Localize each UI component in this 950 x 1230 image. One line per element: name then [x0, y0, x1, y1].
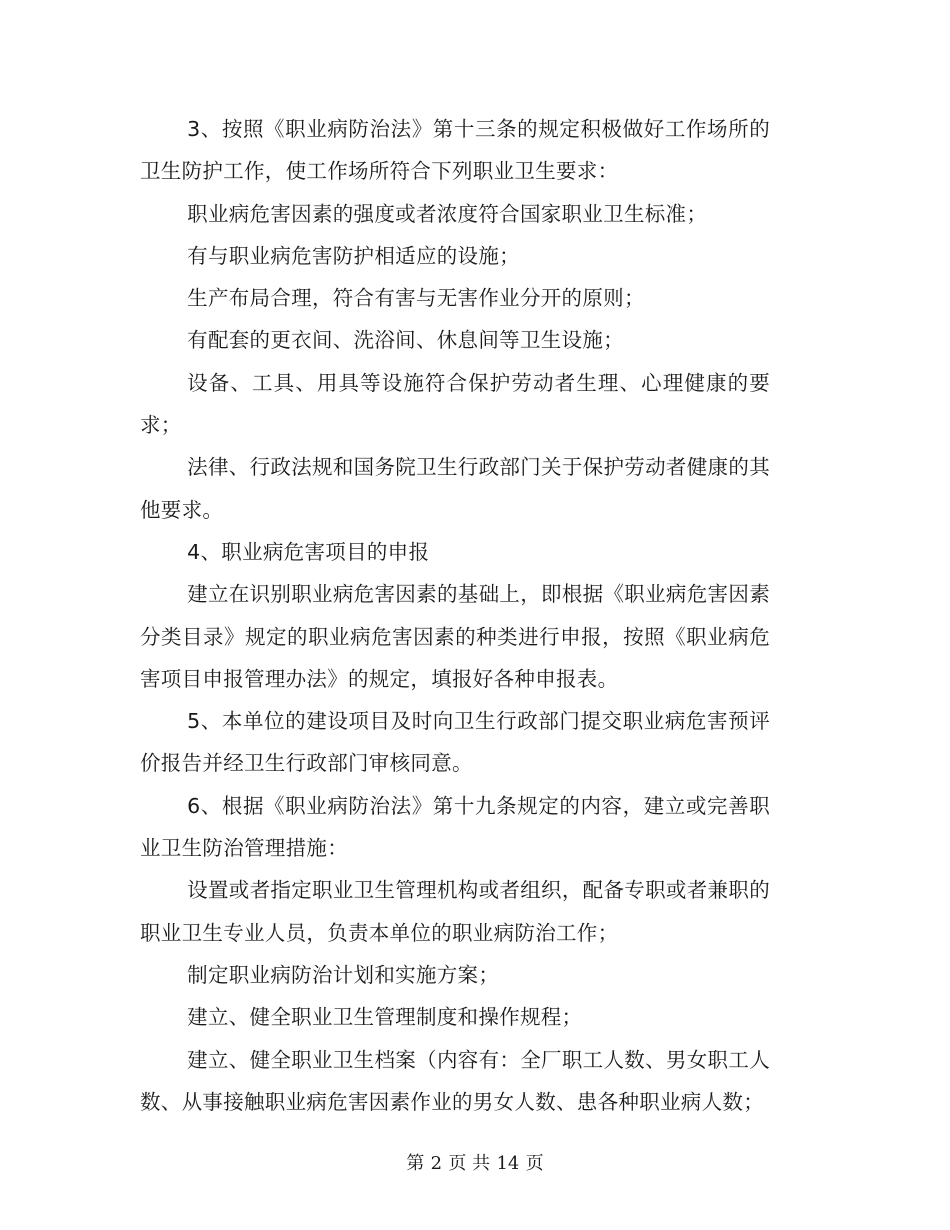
footer-middle: 页 共 [448, 1153, 491, 1174]
page-footer [0, 1150, 950, 1178]
footer-page-number: 2 [430, 1153, 443, 1174]
requirement-item: 法律、行政法规和国务院卫生行政部门关于保护劳动者健康的其他要求。 [140, 455, 770, 522]
measure-item: 建立、健全职业卫生管理制度和操作规程； [187, 1005, 583, 1030]
footer-total-pages: 14 [496, 1153, 520, 1174]
requirement-item: 职业病危害因素的强度或者浓度符合国家职业卫生标准； [187, 201, 708, 226]
measure-item: 设置或者指定职业卫生管理机构或者组织，配备专职或者兼职的职业卫生专业人员，负责本单位的职业病防治工作； [140, 878, 770, 945]
section-heading-4: 4、职业病危害项目的申报 [187, 539, 430, 564]
requirement-item: 生产布局合理，符合有害与无害作业分开的原则； [187, 286, 645, 311]
paragraph-item-5: 5、本单位的建设项目及时向卫生行政部门提交职业病危害预评价报告并经卫生行政部门审核同意。 [140, 709, 770, 776]
requirement-item: 有与职业病危害防护相适应的设施； [187, 243, 520, 268]
requirement-item: 有配套的更衣间、洗浴间、休息间等卫生设施； [187, 328, 624, 353]
paragraph-item-6-intro: 6、根据《职业病防治法》第十九条规定的内容，建立或完善职业卫生防治管理措施： [140, 793, 770, 861]
requirement-item: 设备、工具、用具等设施符合保护劳动者生理、心理健康的要求； [140, 370, 770, 438]
measure-item: 建立、健全职业卫生档案（内容有：全厂职工人数、男女职工人数、从事接触职业病危害因素作业的男女人数、患各种职业病人数； [140, 1047, 770, 1114]
measure-item: 制定职业病防治计划和实施方案； [187, 962, 500, 987]
paragraph-item-3-intro: 3、按照《职业病防治法》第十三条的规定积极做好工作场所的卫生防护工作，使工作场所符合下列职业卫生要求： [140, 117, 770, 184]
footer-suffix: 页 [525, 1153, 544, 1174]
footer-prefix: 第 [406, 1153, 425, 1174]
paragraph-declaration: 建立在识别职业病危害因素的基础上，即根据《职业病危害因素分类目录》规定的职业病危害因素的种类进行申报，按照《职业病危害项目申报管理办法》的规定，填报好各种申报表。 [140, 582, 770, 691]
document-body [140, 108, 770, 1123]
